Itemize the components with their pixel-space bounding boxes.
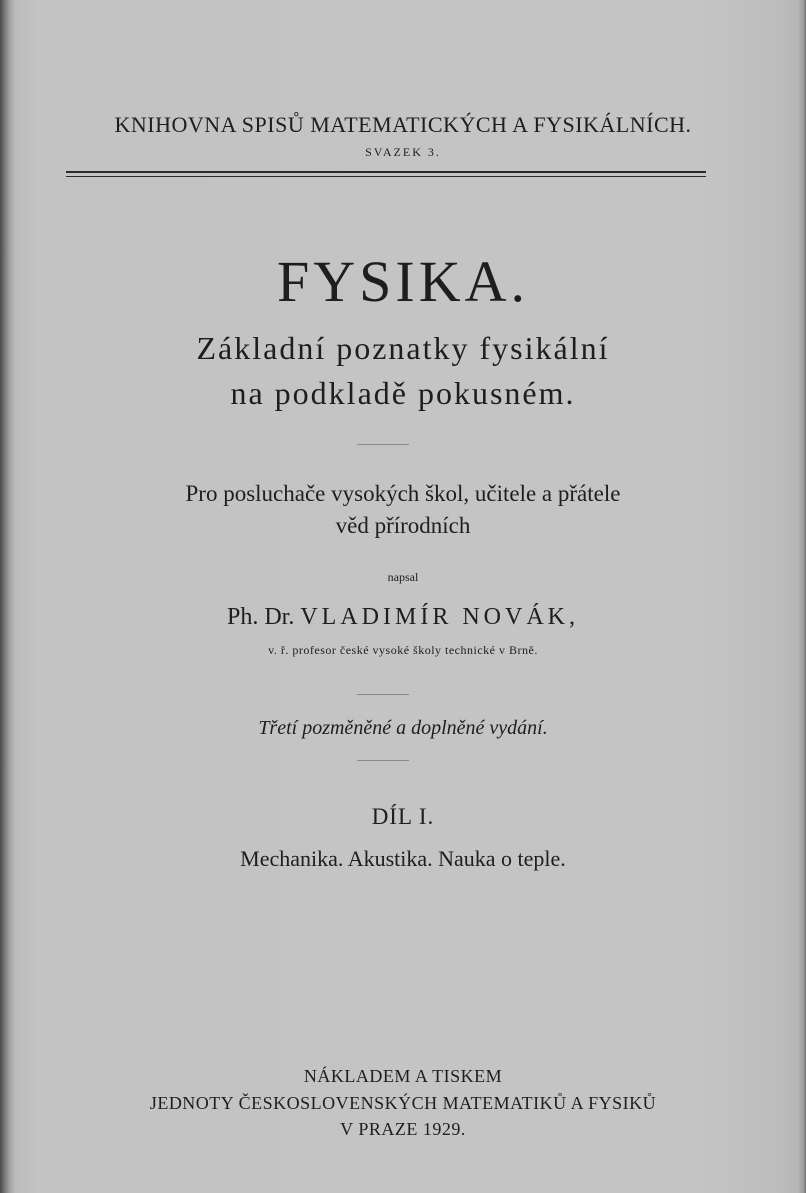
author-line [0, 604, 806, 631]
part-label: DÍL I. [371, 804, 435, 829]
volume-number: SVAZEK 3. [365, 145, 441, 159]
section-divider [357, 760, 409, 761]
book-binding-edge [0, 0, 14, 1193]
author-name: VLADIMÍR NOVÁK, [300, 604, 579, 630]
audience-line-2: věd přírodních [335, 513, 471, 538]
author-degree: Ph. Dr. [226, 604, 295, 630]
written-by-label: napsal [387, 570, 419, 584]
part-contents: Mechanika. Akustika. Nauka o teple. [240, 846, 566, 871]
edition-statement: Třetí pozměněné a doplněné vydání. [258, 717, 548, 739]
header-rule-thin [66, 176, 706, 177]
audience-line-1: Pro posluchače vysokých škol, učitele a přátele [185, 481, 621, 506]
subtitle-line-2: na podkladě pokusném. [230, 375, 576, 411]
section-divider [357, 444, 409, 445]
book-title: FYSIKA. [277, 249, 529, 314]
publisher-line-1: NÁKLADEM A TISKEM [303, 1066, 503, 1086]
publisher-line-3: V PRAZE 1929. [340, 1119, 466, 1139]
header-rule-thick [66, 171, 706, 173]
subtitle-line-1: Základní poznatky fysikální [196, 330, 610, 366]
section-divider [357, 694, 409, 695]
publisher-line-2: JEDNOTY ČESKOSLOVENSKÝCH MATEMATIKŮ A FYSIKŮ [149, 1093, 657, 1113]
page-right-edge [798, 0, 806, 1193]
series-title: KNIHOVNA SPISŮ MATEMATICKÝCH A FYSIKÁLNÍCH. [114, 112, 692, 137]
author-affiliation: v. ř. profesor české vysoké školy technické v Brně. [268, 643, 538, 657]
